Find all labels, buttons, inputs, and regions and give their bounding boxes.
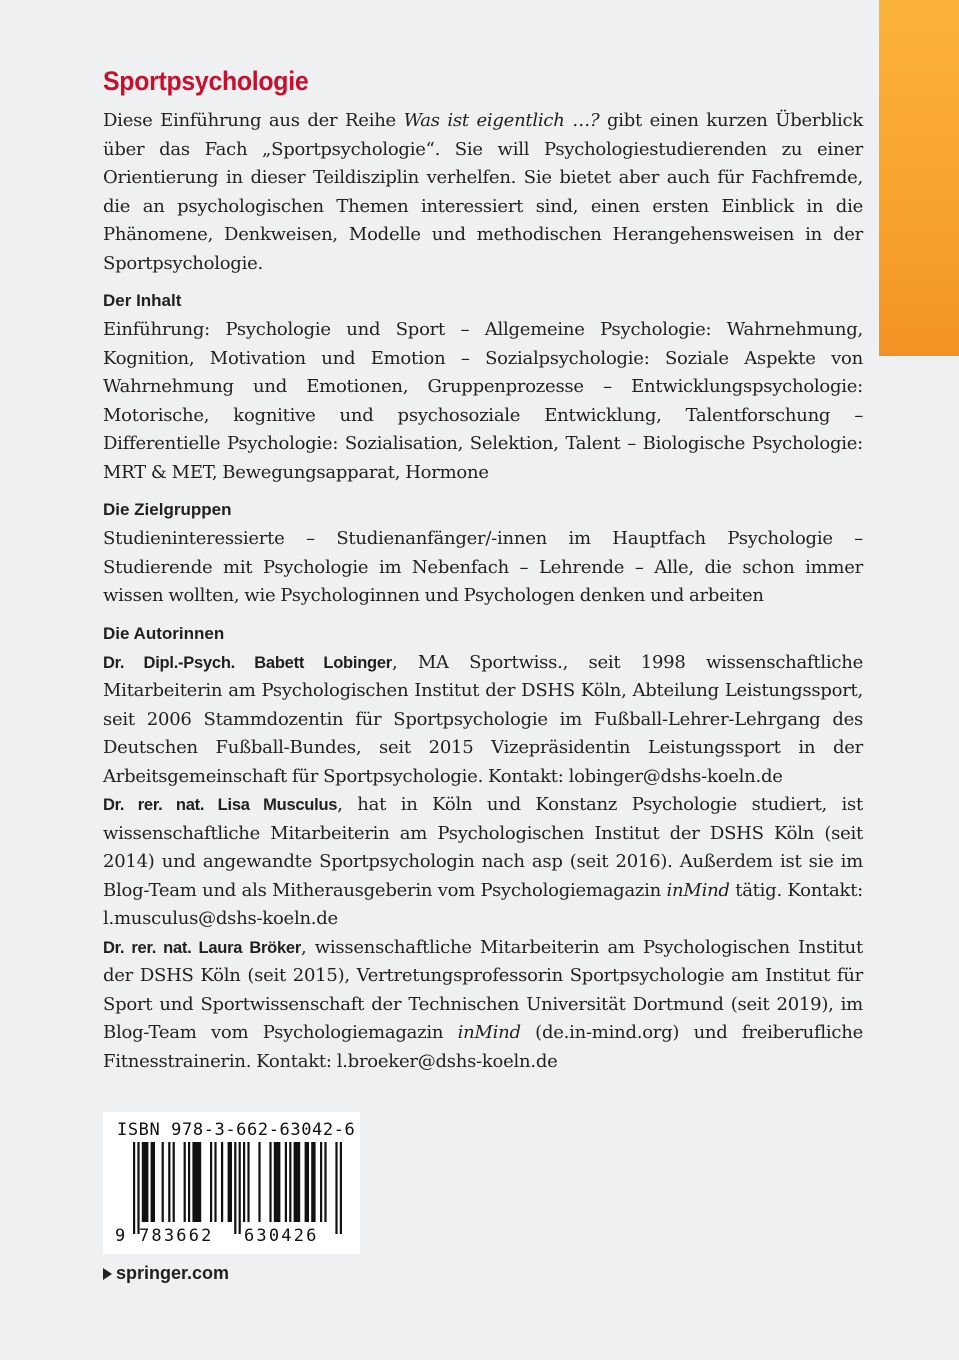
barcode-bar [294,1142,301,1222]
publisher-link[interactable] [103,1263,229,1284]
isbn-number: ISBN 978-3-662-63042-6 [117,1120,356,1140]
barcode-bar [214,1142,216,1222]
barcode-bar [340,1142,342,1234]
audience-heading: Die Zielgruppen [103,500,232,519]
barcode-bar [320,1142,322,1222]
author-bio-broeker: Dr. rer. nat. Laura Bröker, wissenschaftliche Mitarbeiterin am Psychologischen Institut der DSHS Köln (seit 2015), Vertretungsprofessorin Sportpsychologie am Institut für Sport und Sportwissenschaft der Technischen Universität Dortmund (seit 2019), im Blog-Team vom Psychologiemagazin inMind (de.in-mind.org) und freiberufliche Fitnesstrainerin. Kontakt: l.broeker@dshs-koeln.de [103,936,864,1072]
barcode-bar [289,1142,291,1222]
barcode-bar [210,1142,212,1222]
barcode-bar [239,1142,241,1234]
author-name: Dr. rer. nat. Lisa Musculus [103,796,338,814]
author-bio-musculus: Dr. rer. nat. Lisa Musculus, hat in Köln und Konstanz Psychologie studiert, ist wissenschaftliche Mitarbeiterin am Psychologischen Institut der DSHS Köln (seit 2014) und angewandte Sportpsychologin nach asp (seit 2016). Außerdem ist sie im Blog-Team und als Mitherausgeberin vom Psychologiemagazin inMind tätig. Kontakt: l.musculus@dshs-koeln.de [103,794,863,929]
barcode-bar [258,1142,260,1222]
barcode-bar [192,1142,201,1222]
barcode-bar [311,1142,315,1222]
barcode-bar [188,1142,190,1222]
magazine-name: inMind [666,879,730,901]
barcode-bar [162,1142,164,1222]
barcode-bar [247,1142,249,1222]
barcode-bar [335,1142,337,1234]
audience-text: Studieninteressierte – Studienanfänger/-innen im Hauptfach Psychologie – Studierende mit Psychologie im Nebenfach – Lehrende – Alle, die schon immer wissen wollten, wie Psychologinnen und Psychologen denken und arbeiten [103,528,863,606]
intro-paragraph: Diese Einführung aus der Reihe Was ist eigentlich …? gibt einen kurzen Überblick über das Fach „Sportpsychologie“. Sie will Psychologiestudierenden zu einer Orientierung in dieser Teildisziplin verhelfen. Sie bietet aber auch für Fachfremde, die an psychologischen Themen interessiert sind, einen ersten Einblick in die Phänomene, Denkweisen, Modelle und methodischen Herangehensweisen in der Sportpsychologie. [103,110,863,274]
barcode-digits-right: 630426 [244,1226,319,1246]
arrow-right-icon [103,1268,112,1280]
barcode-bar [274,1142,281,1222]
barcode-bar [221,1142,223,1222]
barcode-bar [243,1142,245,1222]
barcode-bar [305,1142,309,1222]
barcode-digits-left: 783662 [139,1226,214,1246]
barcode-bar [151,1142,155,1222]
barcode-bar [168,1142,170,1222]
publisher-url: springer.com [116,1263,230,1283]
contents-heading: Der Inhalt [103,291,182,310]
authors-heading: Die Autorinnen [103,623,225,643]
barcode-bar [324,1142,326,1222]
barcode-bar [173,1142,175,1222]
author-name: Dr. rer. nat. Laura Bröker [103,938,302,957]
series-name: Was ist eigentlich …? [403,110,600,131]
barcode-bar [142,1142,149,1222]
isbn-barcode [103,1112,360,1254]
author-name: Dr. Dipl.-Psych. Babett Lobinger [103,653,392,672]
barcode-bar [133,1142,135,1234]
back-cover-text [103,66,863,1076]
barcode-bar [184,1142,186,1222]
barcode-bar [285,1142,287,1222]
barcode-bar [228,1142,232,1222]
contents-text: Einführung: Psychologie und Sport – Allgemeine Psychologie: Wahrnehmung, Kognition, Motivation und Emotion – Sozialpsychologie: Soziale Aspekte von Wahrnehmung und Emotionen, Gruppenprozesse – Entwicklungspsychologie: Motorische, kognitive und psychosoziale Entwicklung, Talentforschung – Differentielle Psychologie: Sozialisation, Selektion, Talent – Biologische Psychologie: MRT & MET, Bewegungsapparat, Hormone [103,319,863,483]
orange-accent-bar [879,0,959,356]
author-bio-lobinger: Dr. Dipl.-Psych. Babett Lobinger, MA Sportwiss., seit 1998 wissenschaftliche Mitarbeiterin am Psychologischen Institut der DSHS Köln, Abteilung Leistungssport, seit 2006 Stammdozentin für Sportpsychologie im Fußball-Lehrer-Lehrgang des Deutschen Fußball-Bundes, seit 2015 Vizepräsidentin Leistungssport in der Arbeitsgemeinschaft für Sportpsychologie. Kontakt: lobinger@dshs-koeln.de [103,651,863,787]
barcode-bar [269,1142,271,1222]
magazine-name: inMind [457,1022,521,1043]
barcode-bar [234,1142,236,1234]
book-title: Sportpsychologie [103,66,309,96]
barcode-bar [137,1142,139,1234]
barcode-digit-first: 9 [115,1226,126,1246]
